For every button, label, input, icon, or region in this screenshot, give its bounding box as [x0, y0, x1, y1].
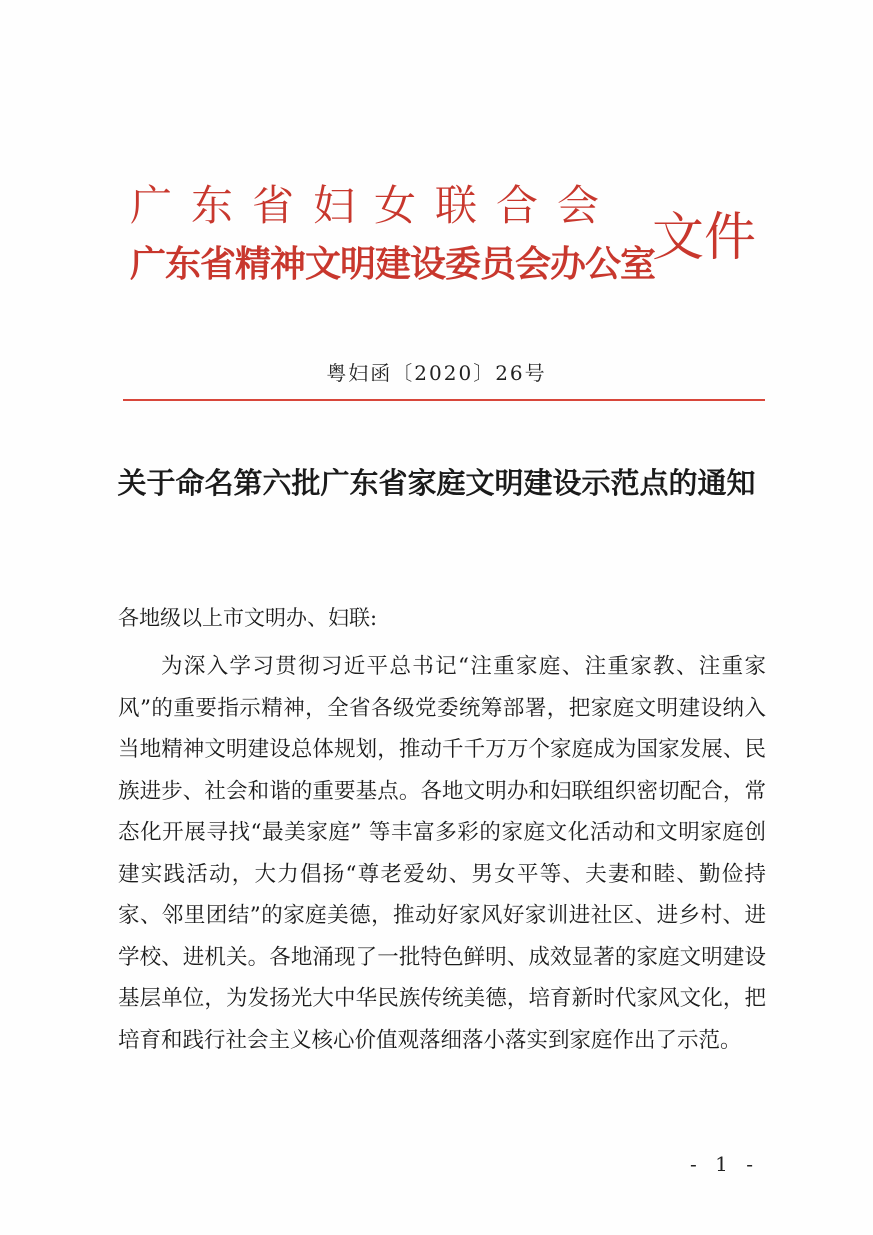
body-paragraph: 为深入学习贯彻习近平总书记“注重家庭、注重家教、注重家风”的重要指示精神，全省各级党委统筹部署，把家庭文明建设纳入当地精神文明建设总体规划，推动千千万万个家庭成为国家发展、民族进步、社会和谐的重要基点。各地文明办和妇联组织密切配合，常态化开展寻找“最美家庭” 等丰富多彩的家庭文化活动和文明家庭创建实践活动，大力倡扬“尊老爱幼、男女平等、夫妻和睦、勤俭持家、邻里团结”的家庭美德，推动好家风好家训进社区、进乡村、进学校、进机关。各地涌现了一批特色鲜明、成效显著的家庭文明建设基层单位，为发扬光大中华民族传统美德，培育新时代家风文化，把培育和践行社会主义核心价值观落细落小落实到家庭作出了示范。 [118, 654, 766, 1053]
document-type-label: 文件 [652, 208, 757, 268]
document-title: 关于命名第六批广东省家庭文明建设示范点的通知 [117, 466, 756, 500]
document-number: 粤妇函〔2020〕26号 [326, 361, 547, 385]
header-divider-line [123, 399, 765, 401]
salutation: 各地级以上市文明办、妇联: [118, 606, 378, 630]
issuing-org-secondary: 广东省精神文明建设委员会办公室 [130, 244, 656, 285]
document-header [130, 180, 770, 300]
issuing-org-primary: 广东省妇女联合会 [130, 181, 619, 230]
page-number: - 1 - [690, 1152, 759, 1176]
